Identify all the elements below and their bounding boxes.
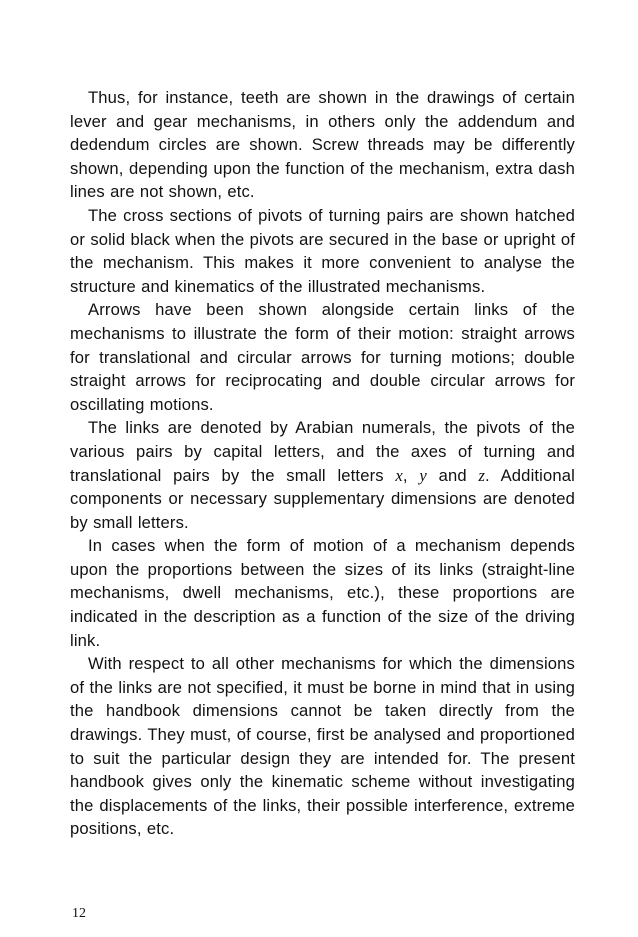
link-notation-text-end: . Additional components or necessary supplementary dimensions are denoted by small letters. xyxy=(70,465,575,532)
paragraph-link-notation xyxy=(70,416,575,534)
page-body xyxy=(70,86,575,841)
paragraph-motion-arrows: Arrows have been shown alongside certain links of the mechanisms to illustrate the form of their motion: straight arrows for translational and circular arrows for turning motions; double straight arrows for reciprocating and double circular arrows for oscillating motions. xyxy=(70,300,575,414)
paragraph-pivot-cross-sections: The cross sections of pivots of turning pairs are shown hatched or solid black when the pivots are secured in the base or upright of the mechanism. This makes it more convenient to analyse the structure and kinematics of the illustrated mechanisms. xyxy=(70,205,575,296)
paragraph-drawing-conventions: Thus, for instance, teeth are shown in the drawings of certain lever and gear mechanisms, in others only the addendum and dedendum circles are shown. Screw threads may be differently shown, depending upon the function of the mechanism, extra dash lines are not shown, etc. xyxy=(70,88,575,202)
link-notation-separator-1: , xyxy=(402,465,420,485)
paragraph-unspecified-dimensions: With respect to all other mechanisms for which the dimensions of the links are not specified, it must be borne in mind that in using the handbook dimensions cannot be taken directly from the drawings. They must, of course, first be analysed and proportioned to suit the particular design they are intended for. The present handbook gives only the kinematic scheme without investigating the displacements of the links, their possible interference, extreme positions, etc. xyxy=(70,654,575,839)
axis-letter-x: x xyxy=(395,465,403,485)
page-number: 12 xyxy=(72,906,86,921)
link-notation-text-start: The links are denoted by Arabian numerals, the pivots of the various pairs by capital letters, and the axes of turning and translational pairs by the small letters xyxy=(70,418,575,485)
paragraph-link-proportions: In cases when the form of motion of a mechanism depends upon the proportions between the sizes of its links (straight-line mechanisms, dwell mechanisms, etc.), these proportions are indicated in the description as a function of the size of the driving link. xyxy=(70,536,575,650)
axis-letter-y: y xyxy=(419,465,427,485)
axis-letter-z: z xyxy=(478,465,486,485)
link-notation-separator-2: and xyxy=(426,465,479,485)
